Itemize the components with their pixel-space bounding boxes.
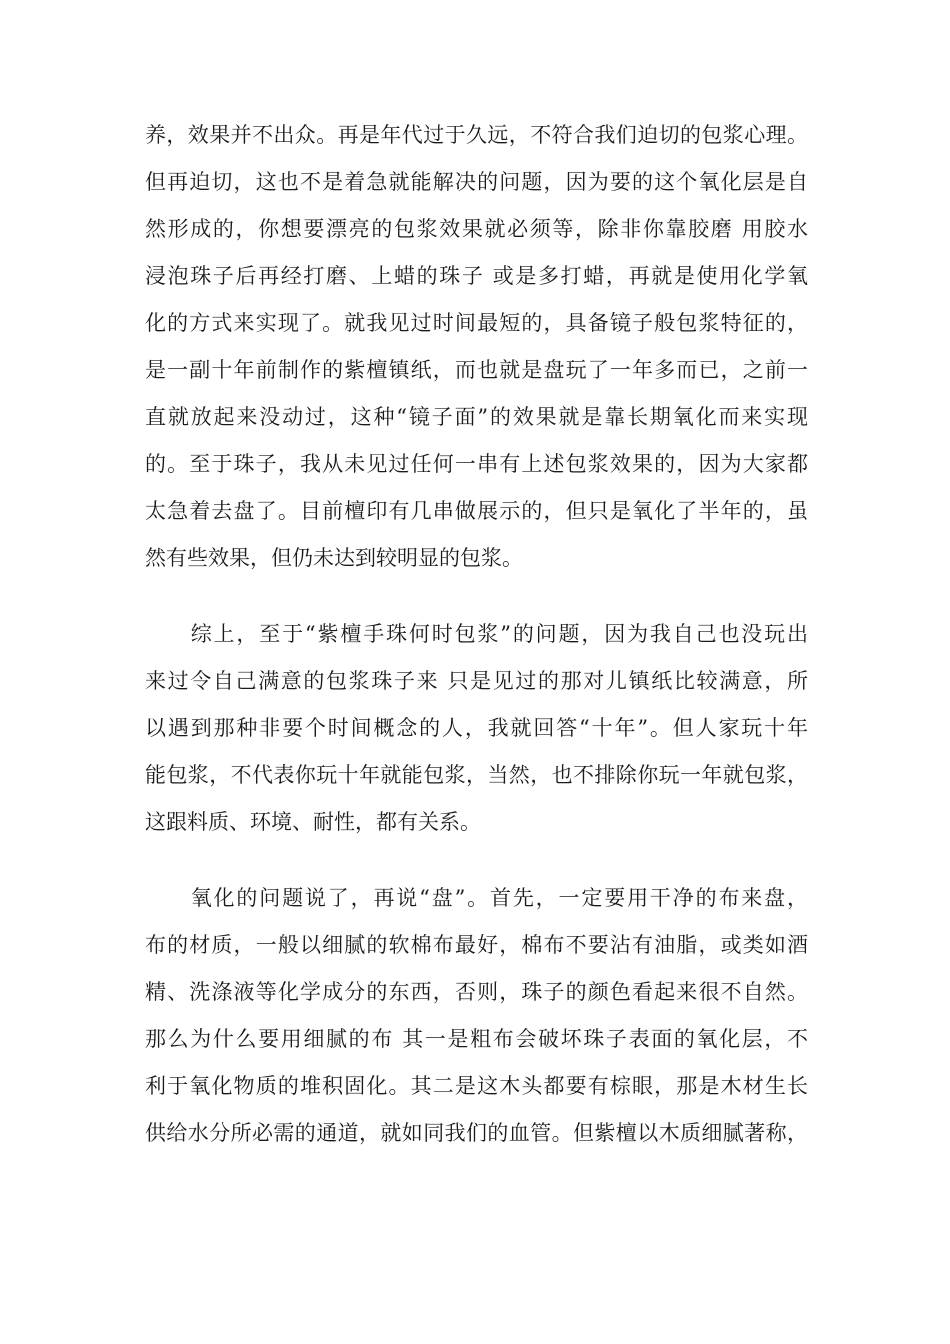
- text-line: 精、洗涤液等化学成分的东西，否则，珠子的颜色看起来很不自然。: [145, 980, 808, 1004]
- text-line: 然有些效果，但仍未达到较明显的包浆。: [145, 546, 523, 570]
- text-line: 利于氧化物质的堆积固化。其二是这木头都要有棕眼，那是木材生长: [145, 1074, 808, 1098]
- text-line: 那么为什么要用细腻的布 其一是粗布会破坏珠子表面的氧化层，不: [145, 1027, 808, 1051]
- text-line: 综上，至于“紫檀手珠何时包浆”的问题，因为我自己也没玩出: [145, 622, 808, 646]
- text-line: 能包浆，不代表你玩十年就能包浆，当然，也不排除你玩一年就包浆，: [145, 763, 808, 787]
- text-line: 氧化的问题说了，再说“盘”。首先，一定要用干净的布来盘，: [145, 886, 808, 910]
- text-line: 的。至于珠子，我从未见过任何一串有上述包浆效果的，因为大家都: [145, 452, 808, 476]
- text-line: 但再迫切，这也不是着急就能解决的问题，因为要的这个氧化层是自: [145, 170, 808, 194]
- text-line: 以遇到那种非要个时间概念的人，我就回答“十年”。但人家玩十年: [145, 716, 808, 740]
- text-line: 然形成的，你想要漂亮的包浆效果就必须等，除非你靠胶磨 用胶水: [145, 217, 808, 241]
- text-line: 直就放起来没动过，这种“镜子面”的效果就是靠长期氧化而来实现: [145, 405, 808, 429]
- paragraph: [145, 611, 808, 846]
- text-line: 化的方式来实现了。就我见过时间最短的，具备镜子般包浆特征的，: [145, 311, 808, 335]
- text-line: 太急着去盘了。目前檀印有几串做展示的，但只是氧化了半年的，虽: [145, 499, 808, 523]
- text-line: 养，效果并不出众。再是年代过于久远，不符合我们迫切的包浆心理。: [145, 123, 808, 147]
- text-line: 这跟料质、环境、耐性，都有关系。: [145, 810, 481, 834]
- paragraph: [145, 875, 808, 1157]
- text-line: 来过令自己满意的包浆珠子来 只是见过的那对儿镇纸比较满意，所: [145, 669, 808, 693]
- document-body: [145, 112, 808, 1157]
- text-line: 布的材质，一般以细腻的软棉布最好，棉布不要沾有油脂，或类如酒: [145, 933, 808, 957]
- text-line: 是一副十年前制作的紫檀镇纸，而也就是盘玩了一年多而已，之前一: [145, 358, 808, 382]
- paragraph: [145, 112, 808, 582]
- text-line: 浸泡珠子后再经打磨、上蜡的珠子 或是多打蜡，再就是使用化学氧: [145, 264, 808, 288]
- text-line: 供给水分所必需的通道，就如同我们的血管。但紫檀以木质细腻著称，: [145, 1121, 808, 1145]
